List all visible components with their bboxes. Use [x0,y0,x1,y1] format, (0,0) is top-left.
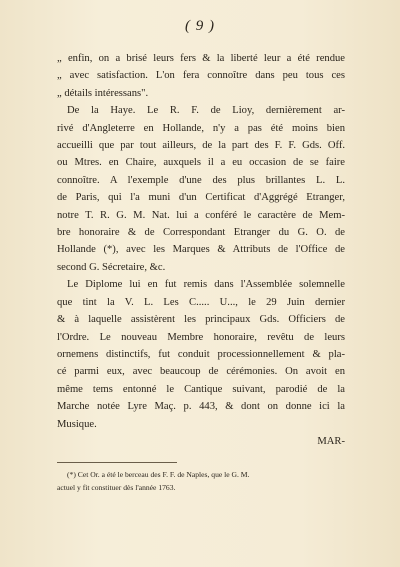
text-line: que tint la V. L. Les C..... U..., le 29 Juin dernier [57,296,345,308]
text-line: cé parmi eux, avec beaucoup de cérémonies. On avoit en [57,366,345,378]
text-line: „ enfin, on a brisé leurs fers & la liberté leur a été rendue [57,53,345,64]
text-line: bre honoraire & de Correspondant Etranger du G. O. de [57,227,345,239]
text-line: „ détails intéressans". [57,87,149,99]
text-line: Musique. [57,418,97,430]
text-line: & à laquelle assistèrent les principaux Gds. Officiers de [57,314,345,326]
text-line: Marche notée Lyre Maç. p. 443, & dont on donne ici la [57,401,345,413]
text-line: ou Mtres. en Chaire, auxquels il a eu occasion de se faire [57,157,345,169]
text-line: l'Ordre. Le nouveau Membre honoraire, revêtu de leurs [57,331,345,343]
text-line: même tems entonné le Cantique suivant, parodié de la [57,383,345,395]
footnote-line: (*) Cet Or. a été le berceau des F. F. de Naples, que le G. M. [67,470,250,479]
footnote-line: actuel y fit constituer dès l'année 1763. [57,483,176,492]
text-line: rivé d'Angleterre en Hollande, n'y a pas été moins bien [57,122,345,134]
text-line: second G. Sécretaire, &c. [57,261,166,273]
text-line: ornemens distinctifs, fut conduit processionnellement & pla- [57,348,345,360]
text-line: De la Haye. Le R. F. de Lioy, dernièrement ar- [67,105,345,117]
page-number: ( 9 ) [185,18,215,34]
footnote [57,468,345,494]
text-line: de Paris, qui l'a muni d'un Certificat d'Aggrégé Etranger, [57,192,345,204]
text-line: notre T. R. G. M. Nat. lui a conféré le caractère de Mem- [57,209,345,221]
catchword: MAR- [317,435,345,447]
text-line: Hollande (*), avec les Marques & Attributs de l'Office de [57,244,345,256]
text-line: Le Diplome lui en fut remis dans l'Assemblée solemnelle [67,279,345,291]
footnote-divider [57,462,177,463]
text-line: connoître. A l'exemple d'une des plus brillantes L. L. [57,174,345,186]
body-text [57,50,345,450]
text-line: accueilli que par tout ailleurs, de la part des F. F. Gds. Off. [57,140,345,152]
text-line: „ avec satisfaction. L'on fera connoître dans peu tous ces [57,70,345,82]
